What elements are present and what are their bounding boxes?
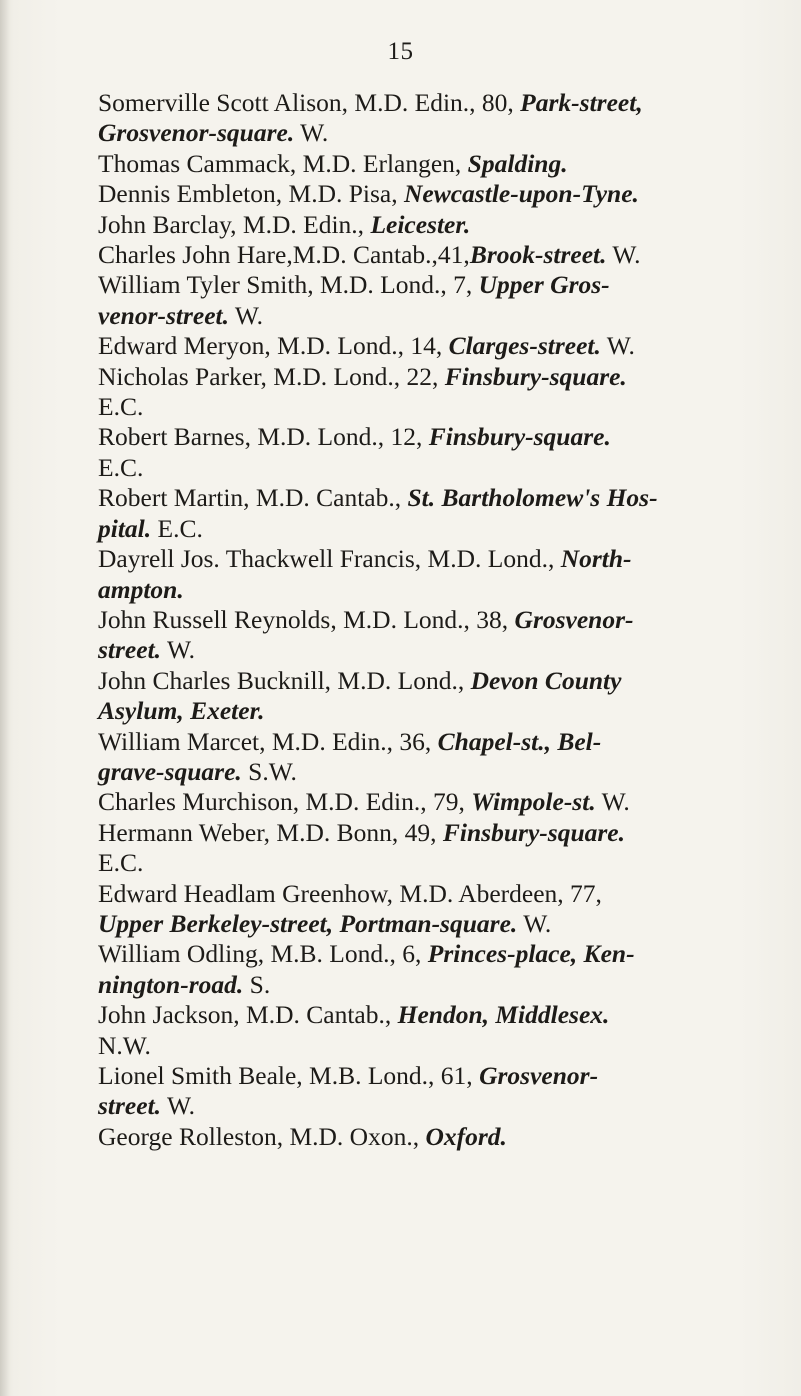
address-text: Finsbury-square.	[444, 361, 627, 391]
entry-line	[98, 422, 768, 452]
address-text: grave-square.	[98, 756, 242, 786]
name-text: Dennis Embleton, M.D. Pisa,	[98, 179, 404, 209]
entry-line	[98, 879, 768, 909]
address-text: venor-street.	[98, 300, 230, 330]
address-text: North-	[560, 544, 632, 574]
entry-line	[98, 939, 768, 969]
address-text: Park-street,	[520, 88, 643, 117]
name-text: William Tyler Smith, M.D. Lond., 7,	[98, 270, 479, 300]
entry-line	[98, 331, 768, 361]
name-text: W.	[600, 331, 635, 361]
member-list	[68, 88, 768, 1152]
entry-continuation-line	[98, 1091, 768, 1121]
entry-line	[98, 179, 768, 209]
entry-continuation-line	[98, 118, 768, 148]
entry-continuation-line	[98, 757, 768, 787]
name-text: Somerville Scott Alison, M.D. Edin., 80,	[98, 88, 521, 117]
entry-continuation-line	[98, 696, 768, 726]
member-entry	[68, 422, 768, 483]
address-text: Wimpole-st.	[471, 787, 596, 817]
name-text: George Rolleston, M.D. Oxon.,	[98, 1121, 426, 1151]
address-text: Clarges-street.	[448, 331, 601, 361]
entry-line	[98, 544, 768, 574]
name-text: S.W.	[241, 756, 297, 786]
entry-line	[98, 210, 768, 240]
name-text: John Russell Reynolds, M.D. Lond., 38,	[98, 604, 515, 634]
name-text: W.	[517, 908, 552, 938]
name-text: Edward Headlam Greenhow, M.D. Aberdeen, 77,	[98, 878, 602, 908]
name-text: William Marcet, M.D. Edin., 36,	[98, 726, 438, 756]
entry-line	[98, 1000, 768, 1030]
address-text: Devon County	[470, 665, 622, 695]
address-text: Oxford.	[425, 1121, 507, 1151]
name-text: N.W.	[98, 1030, 151, 1060]
address-text: Grosvenor-	[514, 604, 634, 634]
name-text: W.	[595, 787, 630, 817]
name-text: William Odling, M.B. Lond., 6,	[98, 939, 428, 969]
member-entry	[68, 179, 768, 209]
address-text: street.	[98, 635, 162, 665]
address-text: Finsbury-square.	[428, 422, 611, 452]
entry-continuation-line	[98, 301, 768, 331]
member-entry	[68, 331, 768, 361]
member-entry	[68, 362, 768, 423]
address-text: Grosvenor-	[479, 1061, 599, 1090]
entry-continuation-line	[98, 909, 768, 939]
name-text: Charles Murchison, M.D. Edin., 79,	[98, 787, 472, 817]
name-text: Edward Meryon, M.D. Lond., 14,	[98, 331, 449, 361]
entry-line	[98, 362, 768, 392]
member-entry	[68, 727, 768, 788]
entry-continuation-line	[98, 970, 768, 1000]
name-text: S.	[243, 969, 271, 999]
name-text: John Jackson, M.D. Cantab.,	[98, 1000, 398, 1030]
entry-line	[98, 240, 768, 270]
name-text: John Barclay, M.D. Edin.,	[98, 209, 371, 239]
address-text: ampton.	[98, 574, 184, 604]
address-text: Brook-street.	[469, 240, 607, 270]
member-entry	[68, 1000, 768, 1061]
name-text: W.	[161, 635, 196, 665]
name-text: Dayrell Jos. Thackwell Francis, M.D. Lond.,	[98, 544, 561, 574]
entry-line	[98, 666, 768, 696]
member-entry	[68, 1061, 768, 1122]
entry-continuation-line	[98, 514, 768, 544]
entry-line	[98, 727, 768, 757]
page-spine-shadow	[0, 0, 10, 1396]
address-text: Upper Gros-	[478, 270, 610, 300]
entry-line	[98, 1061, 768, 1091]
entry-line	[98, 605, 768, 635]
name-text: Hermann Weber, M.D. Bonn, 49,	[98, 817, 443, 847]
entry-continuation-line	[98, 1031, 768, 1061]
address-text: Asylum, Exeter.	[98, 696, 265, 726]
name-text: E.C.	[98, 452, 144, 482]
address-text: Newcastle-upon-Tyne.	[404, 179, 639, 209]
entry-continuation-line	[98, 453, 768, 483]
entry-line	[98, 787, 768, 817]
name-text: W.	[161, 1091, 196, 1121]
member-entry	[68, 666, 768, 727]
address-text: Finsbury-square.	[442, 817, 625, 847]
name-text: Charles John Hare,M.D. Cantab.,41,	[98, 240, 470, 270]
address-text: street.	[98, 1091, 162, 1121]
member-entry	[68, 149, 768, 179]
name-text: Lionel Smith Beale, M.B. Lond., 61,	[98, 1061, 480, 1090]
member-entry	[68, 210, 768, 240]
page-number: 15	[387, 38, 414, 65]
address-text: Chapel-st., Bel-	[437, 726, 602, 756]
address-text: Hendon, Middlesex.	[397, 1000, 610, 1030]
member-entry	[68, 818, 768, 879]
address-text: pital.	[98, 513, 152, 543]
member-entry	[68, 787, 768, 817]
member-entry	[68, 240, 768, 270]
address-text: Upper Berkeley-street, Portman-square.	[98, 908, 518, 938]
member-entry	[68, 605, 768, 666]
name-text: Thomas Cammack, M.D. Erlangen,	[98, 148, 468, 178]
entry-line	[98, 818, 768, 848]
entry-line	[98, 1122, 768, 1152]
entry-line	[98, 88, 768, 118]
address-text: nington-road.	[98, 969, 244, 999]
name-text: E.C.	[98, 392, 144, 422]
entry-line	[98, 149, 768, 179]
member-entry	[68, 544, 768, 605]
entry-continuation-line	[98, 392, 768, 422]
member-entry	[68, 270, 768, 331]
member-entry	[68, 879, 768, 940]
entry-line	[98, 483, 768, 513]
name-text: W.	[229, 300, 264, 330]
name-text: W.	[606, 240, 641, 270]
member-entry	[68, 939, 768, 1000]
entry-continuation-line	[98, 575, 768, 605]
name-text: E.C.	[151, 513, 203, 543]
name-text: W.	[294, 118, 329, 148]
name-text: E.C.	[98, 848, 144, 878]
entry-line	[98, 270, 768, 300]
member-entry	[68, 88, 768, 149]
name-text: Robert Barnes, M.D. Lond., 12,	[98, 422, 429, 452]
address-text: Grosvenor-square.	[98, 118, 295, 148]
name-text: Robert Martin, M.D. Cantab.,	[98, 483, 408, 513]
address-text: Spalding.	[467, 148, 568, 178]
entry-continuation-line	[98, 848, 768, 878]
member-entry	[68, 483, 768, 544]
address-text: Princes-place, Ken-	[427, 939, 635, 969]
name-text: Nicholas Parker, M.D. Lond., 22,	[98, 361, 445, 391]
address-text: St. Bartholomew's Hos-	[407, 483, 658, 513]
name-text: John Charles Bucknill, M.D. Lond.,	[98, 665, 471, 695]
address-text: Leicester.	[370, 209, 471, 239]
entry-continuation-line	[98, 635, 768, 665]
member-entry	[68, 1122, 768, 1152]
